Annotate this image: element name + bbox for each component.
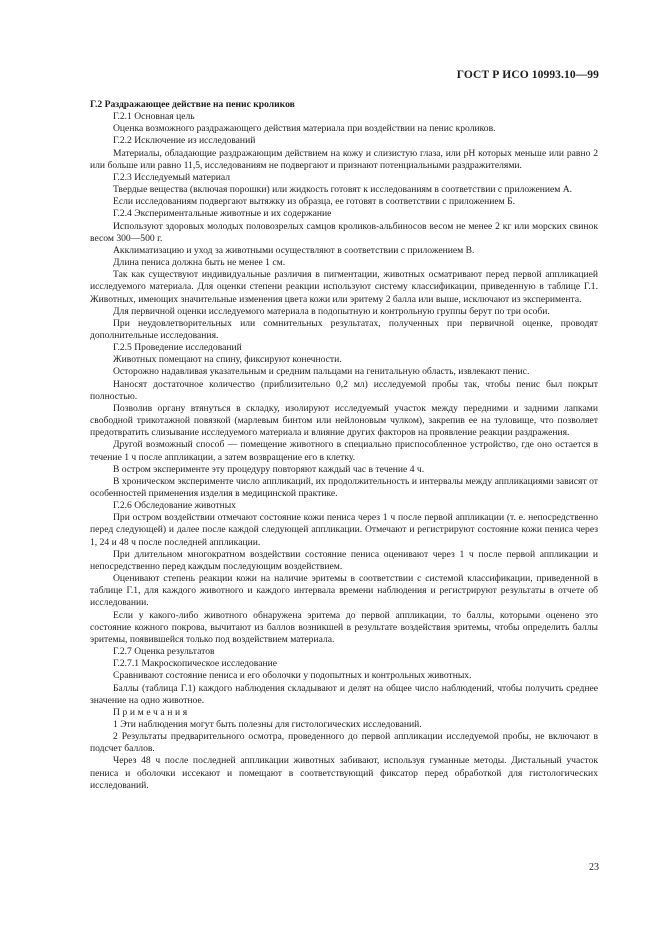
paragraph: Длина пениса должна быть не менее 1 см. <box>113 257 286 269</box>
paragraph: Если у какого-либо животного обнаружена эритема до первой аппликации, то баллы, которыми оценено это состояние кожного покрова, вычитают из баллов возникшей в результате воздействия эритемы, чтобы определить баллы эритемы, появившейся только под воздействием материала. <box>90 609 598 645</box>
paragraph: Животных помещают на спину, фиксируют конечности. <box>113 354 342 366</box>
paragraph: Через 48 ч после последней аппликации животных забивают, используя гуманные методы. Дистальный участок пениса и оболочки иссекают и помещают в соответствующий фиксатор перед обработкой для гистологических исследований. <box>90 755 598 791</box>
paragraph: Другой возможный способ — помещение животного в специально приспособленное устройство, где оно остается в течение 1 ч после аппликации, а затем возвращение его в клетку. <box>90 439 598 463</box>
paragraph: Твердые вещества (включая порошки) или жидкость готовят к исследованиям в соответствии с приложением А. <box>113 184 573 196</box>
paragraph: Если исследованиям подвергают вытяжку из образца, ее готовят в соответствии с приложением Б. <box>113 196 516 208</box>
note-item: 1 Эти наблюдения могут быть полезны для гистологических исследований. <box>113 718 422 730</box>
document-body <box>90 99 598 792</box>
subsection-heading: Г.2.2 Исключение из исследований <box>113 135 256 147</box>
subsection-heading: Г.2.4 Экспериментальные животные и их содержание <box>113 208 332 220</box>
paragraph: Позволив органу втянуться в складку, изолируют исследуемый участок между передними и задними лапками свободной трикотажной повязкой (марлевым бинтом или нейлоновым чулком), закрепив ее на туловище, что позволяет предотвратить слизывание исследуемого материала и влияние других факторов на проявление реакции раздражения. <box>90 402 598 439</box>
paragraph: Осторожно надавливая указательным и средним пальцами на генитальную область, извлекают пенис. <box>113 366 530 378</box>
paragraph: При остром воздействии отмечают состояние кожи пениса через 1 ч после первой аппликации (т. е. непосредственно перед следующей) и далее после каждой следующей аппликации. Отмечают и регистрируют состояние кожи пениса через 1, 24 и 48 ч после последней аппликации. <box>90 512 598 548</box>
paragraph: Оценивают степень реакции кожи на наличие эритемы в соответствии с системой классификации, приведенной в таблице Г.1, для каждого животного и каждого интервала времени наблюдения и регистрируют результаты в отчете об исследовании. <box>90 573 598 609</box>
paragraph: Так как существуют индивидуальные различия в пигментации, животных осматривают перед первой аппликацией исследуемого материала. Для оценки степени реакции используют систему классификации, приведенную в таблице Г.1. Животных, имеющих значительные изменения цвета кожи или эритему 2 балла или выше, исключают из эксперимента. <box>90 269 598 305</box>
paragraph: Наносят достаточное количество (приблизительно 0,2 мл) исследуемой пробы так, чтобы пенис был покрыт полностью. <box>90 378 598 402</box>
subsection-heading: Г.2.3 Исследуемый материал <box>113 171 231 183</box>
paragraph: Для первичной оценки исследуемого материала в подопытную и контрольную группы берут по три особи. <box>113 305 550 317</box>
subsection-heading: Г.2.5 Проведение исследований <box>113 342 242 354</box>
paragraph: Материалы, обладающие раздражающим действием на кожу и слизистую глаза, или pH которых меньше или равно 2 или больше или равно 11,5, исследованиям не подвергают и признают потенциальными раздражителями. <box>90 147 598 171</box>
paragraph: В хроническом эксперименте число аппликаций, их продолжительность и интервалы между аппликациями зависят от особенностей применения изделия в медицинской практике. <box>90 475 598 499</box>
paragraph: При неудовлетворительных или сомнительных результатах, полученных при первичной оценке, проводят дополнительные исследования. <box>90 317 598 341</box>
paragraph: Акклиматизацию и уход за животными осуществляют в соответствии с приложением В. <box>113 244 475 256</box>
subsection-heading: Г.2.7.1 Макроскопическое исследование <box>113 658 277 670</box>
notes-heading: Примечания <box>113 706 190 718</box>
subsection-heading: Г.2.7 Оценка результатов <box>113 646 215 658</box>
paragraph: В остром эксперименте эту процедуру повторяют каждый час в течение 4 ч. <box>113 463 425 475</box>
note-item: 2 Результаты предварительного осмотра, проведенного до первой аппликации исследуемой пробы, не включают в подсчет баллов. <box>90 731 598 755</box>
page-number: 23 <box>589 862 599 873</box>
paragraph: Используют здоровых молодых половозрелых самцов кроликов-альбиносов весом не менее 2 кг или морских свинок весом 300—500 г. <box>90 220 598 244</box>
paragraph: При длительном многократном воздействии состояние пениса оценивают через 1 ч после первой аппликации и непосредственно перед каждым последующим воздействием. <box>90 548 598 572</box>
paragraph: Баллы (таблица Г.1) каждого наблюдения складывают и делят на общее число наблюдений, чтобы получить среднее значение на одно животное. <box>90 682 598 706</box>
paragraph: Оценка возможного раздражающего действия материала при воздействии на пенис кроликов. <box>113 123 496 135</box>
subsection-heading: Г.2.1 Основная цель <box>113 111 195 123</box>
standard-header: ГОСТ Р ИСО 10993.10—99 <box>456 69 599 81</box>
paragraph: Сравнивают состояние пениса и его оболочки у подопытных и контрольных животных. <box>113 670 472 682</box>
section-heading: Г.2 Раздражающее действие на пенис кроликов <box>90 99 295 110</box>
subsection-heading: Г.2.6 Обследование животных <box>113 500 236 512</box>
